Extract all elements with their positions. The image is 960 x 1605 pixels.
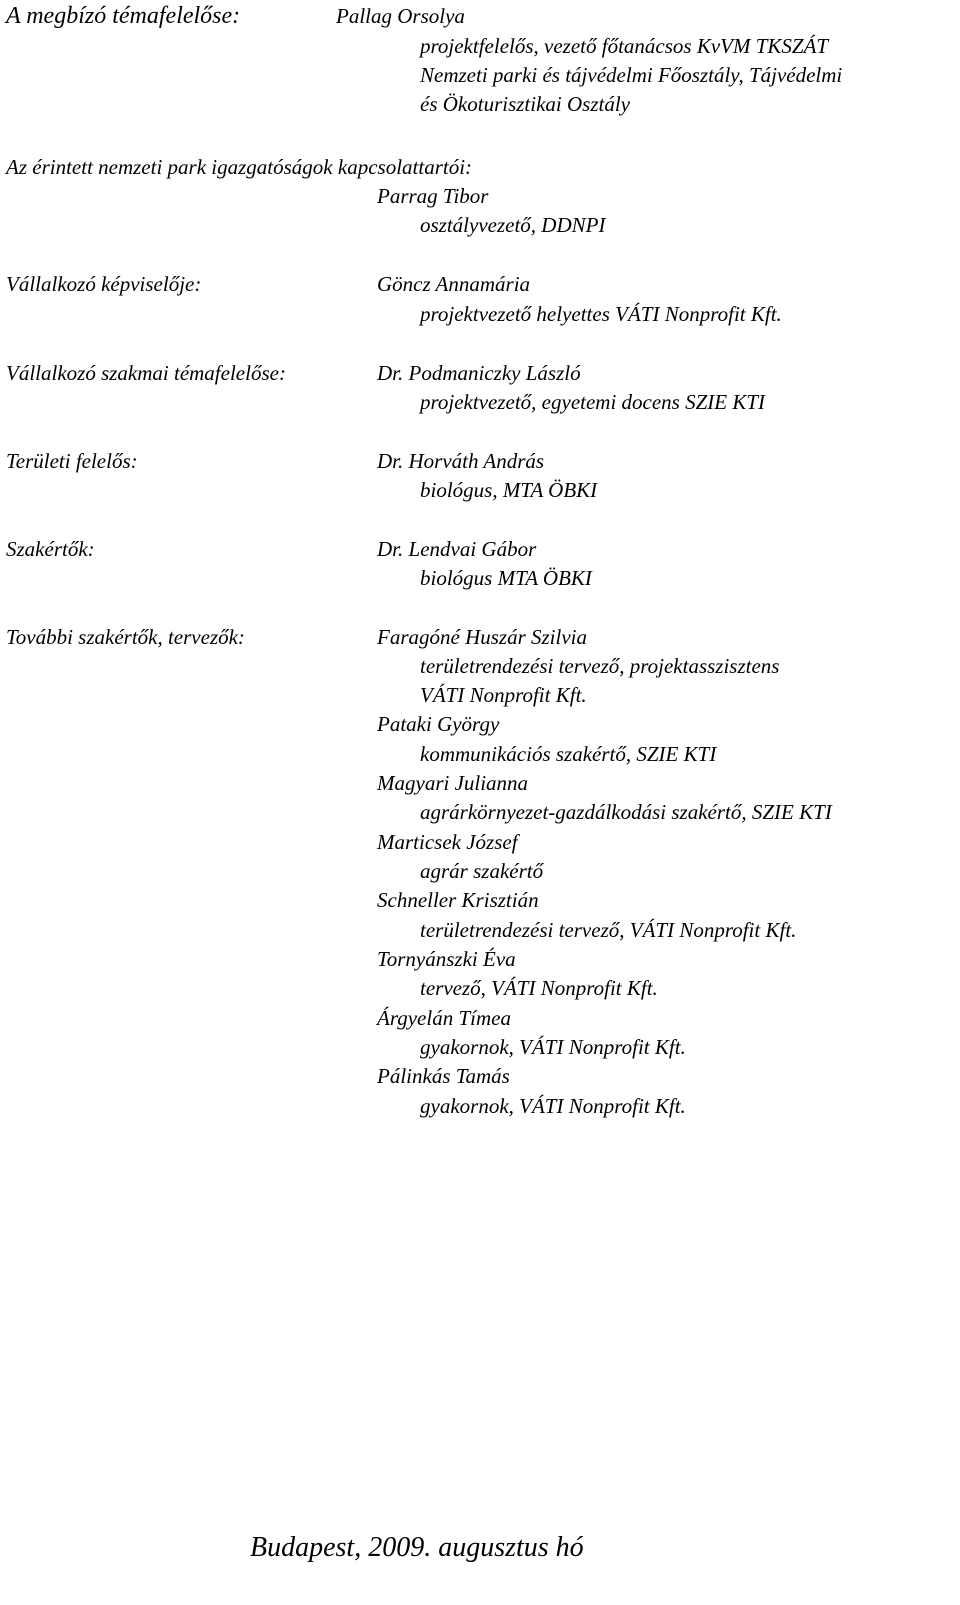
expert-name: Tornyánszki Éva — [377, 947, 516, 971]
client-name: Pallag Orsolya — [336, 4, 465, 28]
expert-role: kommunikációs szakértő, SZIE KTI — [420, 742, 717, 766]
expert-role: agrárkörnyezet-gazdálkodási szakértő, SZIE KTI — [420, 800, 832, 824]
expert-role: tervező, VÁTI Nonprofit Kft. — [420, 976, 658, 1000]
further-experts-label: További szakértők, tervezők: — [6, 625, 245, 649]
expert-name: Pataki György — [377, 712, 500, 736]
role-person-name: Dr. Horváth András — [377, 449, 545, 473]
footer-place-date: Budapest, 2009. augusztus hó — [250, 1532, 584, 1563]
expert-role: területrendezési tervező, projektasszisztens — [420, 654, 780, 678]
expert-name: Pálinkás Tamás — [377, 1064, 510, 1088]
role-person-title: projektvezető helyettes VÁTI Nonprofit Kft. — [420, 302, 782, 326]
client-label: A megbízó témafelelőse: — [6, 3, 241, 29]
expert-name: Faragóné Huszár Szilvia — [377, 625, 587, 649]
role-person-name: Dr. Podmaniczky László — [377, 361, 581, 385]
role-person-name: Dr. Lendvai Gábor — [377, 537, 537, 561]
client-role-line: projektfelelős, vezető főtanácsos KvVM TKSZÁT — [420, 34, 829, 58]
client-role-line: és Ökoturisztikai Osztály — [420, 92, 630, 116]
expert-role: agrár szakértő — [420, 859, 544, 883]
expert-role: területrendezési tervező, VÁTI Nonprofit Kft. — [420, 918, 797, 942]
expert-role: gyakornok, VÁTI Nonprofit Kft. — [420, 1035, 686, 1059]
park-contact-role: osztályvezető, DDNPI — [420, 213, 606, 237]
role-person-title: biológus, MTA ÖBKI — [420, 478, 598, 502]
expert-name: Árgyelán Tímea — [377, 1006, 511, 1030]
expert-role: gyakornok, VÁTI Nonprofit Kft. — [420, 1094, 686, 1118]
role-person-title: biológus MTA ÖBKI — [420, 566, 592, 590]
client-role-line: Nemzeti parki és tájvédelmi Főosztály, Tájvédelmi — [420, 63, 843, 87]
role-label: Szakértők: — [6, 537, 95, 561]
park-contact-name: Parrag Tibor — [377, 184, 489, 208]
role-label: Területi felelős: — [6, 449, 138, 473]
expert-role: VÁTI Nonprofit Kft. — [420, 683, 587, 707]
role-person-name: Göncz Annamária — [377, 272, 531, 296]
role-label: Vállalkozó képviselője: — [6, 272, 202, 296]
expert-name: Magyari Julianna — [377, 771, 529, 795]
expert-name: Marticsek József — [377, 830, 518, 854]
park-contacts-label: Az érintett nemzeti park igazgatóságok kapcsolattartói: — [6, 155, 473, 179]
role-person-title: projektvezető, egyetemi docens SZIE KTI — [420, 390, 766, 414]
role-label: Vállalkozó szakmai témafelelőse: — [6, 361, 286, 385]
expert-name: Schneller Krisztián — [377, 888, 539, 912]
